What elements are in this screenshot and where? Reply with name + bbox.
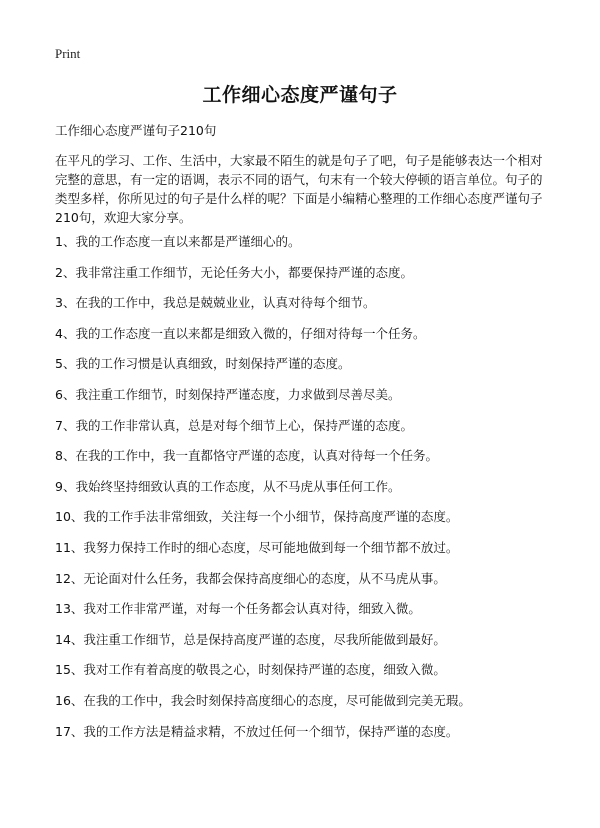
list-item: 4、我的工作态度一直以来都是细致入微的，仔细对待每一个任务。 bbox=[55, 325, 426, 341]
list-item: 1、我的工作态度一直以来都是严谨细心的。 bbox=[55, 234, 301, 249]
list-item: 3、在我的工作中，我总是兢兢业业，认真对待每个细节。 bbox=[55, 295, 376, 311]
list-item: 14、我注重工作细节，总是保持高度严谨的态度，尽我所能做到最好。 bbox=[55, 631, 446, 647]
list-item: 8、在我的工作中，我一直都恪守严谨的态度，认真对待每一个任务。 bbox=[55, 448, 438, 464]
list-item: 13、我对工作非常严谨，对每一个任务都会认真对待，细致入微。 bbox=[55, 601, 421, 617]
article-subtitle: 工作细心态度严谨句子210句 bbox=[55, 123, 217, 138]
list-item: 2、我非常注重工作细节，无论任务大小，都要保持严谨的态度。 bbox=[55, 264, 413, 280]
list-item: 7、我的工作非常认真，总是对每个细节上心，保持严谨的态度。 bbox=[55, 417, 413, 433]
list-item: 16、在我的工作中，我会时刻保持高度细心的态度，尽可能做到完美无瑕。 bbox=[55, 692, 471, 708]
page-title: 工作细心态度严谨句子 bbox=[202, 84, 398, 106]
list-item: 15、我对工作有着高度的敬畏之心，时刻保持严谨的态度，细致入微。 bbox=[55, 662, 446, 678]
print-link[interactable]: Print bbox=[55, 46, 81, 61]
list-item: 11、我努力保持工作时的细心态度，尽可能地做到每一个细节都不放过。 bbox=[55, 539, 459, 555]
list-item: 9、我始终坚持细致认真的工作态度，从不马虎从事任何工作。 bbox=[55, 478, 401, 494]
intro-paragraph: 在平凡的学习、工作、生活中，大家最不陌生的就是句子了吧，句子是能够表达一个相对完整的意思，有一定的语调，表示不同的语气，句末有一个较大停顿的语言单位。句子的类型多样，你所见过的句子是什么样的呢？下面是小编精心整理的工作细心态度严谨句子210句，欢迎大家分享。 bbox=[55, 153, 543, 225]
list-item: 17、我的工作方法是精益求精，不放过任何一个细节，保持严谨的态度。 bbox=[55, 723, 459, 739]
list-item: 5、我的工作习惯是认真细致，时刻保持严谨的态度。 bbox=[55, 356, 351, 372]
list-item: 12、无论面对什么任务，我都会保持高度细心的态度，从不马虎从事。 bbox=[55, 570, 446, 586]
list-item: 6、我注重工作细节，时刻保持严谨态度，力求做到尽善尽美。 bbox=[55, 386, 401, 402]
sentence-list bbox=[55, 233, 555, 753]
list-item: 10、我的工作手法非常细致，关注每一个小细节，保持高度严谨的态度。 bbox=[55, 509, 459, 525]
